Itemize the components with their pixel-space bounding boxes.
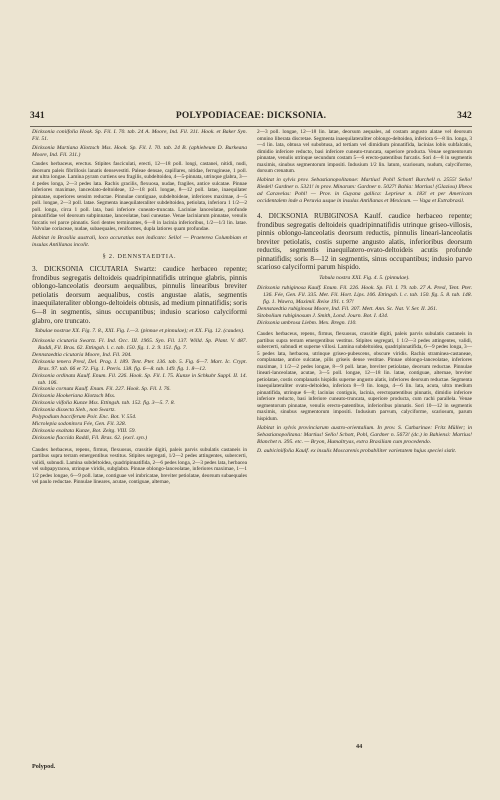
synonym-entry: Dicksonia viifolia Kunze Mss. Ettingsh. tab. 152. fig. 3—5. 7. 8. bbox=[32, 400, 175, 407]
habitat-paragraph: Habitat in Brasilia australi, loco accuratius non indicato: Sello! — Praeterea Columbiam et insulas Antillanas incolit. bbox=[32, 235, 247, 249]
synonym-entry: Dicksonia dissecta Sieb., non Swartz. bbox=[32, 407, 116, 414]
section-heading: § 2. DENNSTAEDTIA. bbox=[102, 253, 177, 261]
synonym-entry: Dicksonia Hookeriana Klotzsch Mss. bbox=[32, 393, 116, 400]
description-paragraph: Caudex herbaceus, erectus. Stipites fasciculati, erecti, 12—18 poll. longi, castanei, nitidi, nudi, deorsum paleis fibrillosis lanatis densevestiti. Paleae densae, capillares, nitidae, ferrugineae, 1 poll. aut ultra longae. Lamina pyram curtiens seu fragilis, subdeltoidea, 4—5-pinnata, utrinque glabra, 3—4 pedes longa, 2—3 pedes lata. Rachis gracilis, flexuosa, nudae, fragiles, antice sulcatae. Pinnae inferiores maximae, lanceolato-deltoideae, 12—18 poll. longae, 8—12 poll. latae, inaequilater pinnatae, superiores sensim reductae. Pinnulae contiguae, subdeltoideae, inferiores maximae, 4—5 poll. longae, 2—3 poll. latae. Segmenta inaequilateraliter subdeltoidea, petiolata, inferiora 1 1/2—2 poll. longa, circa 1 poll. lata, basi inferiore cuneato-truncata. Laciniae lanceolatae, profunde pinnatifidae vel deorsum subpinnatae, lanceolatae, basi cuneatae. Venae laciniarum pinnatae, venulis furcatis vel parce pinnatis. Sori dentes terminantes, 6—8 in lacinia inferioribus, 1/2—1/3 lin. latae. Valvulae coriaceae, nudae, subaequales, reniformes, dupla latiores quam profundae. bbox=[32, 161, 247, 233]
running-title: POLYPODIACEAE: DICKSONIA. bbox=[175, 111, 327, 121]
description-paragraph: Caudex herbaceus, repens, firmus, flexuosus, crassitie digiti, paleis parvis subulatis castaneis in partibus supra terram emergentibus vestitus. Stipites segregati, 1/2—2 pedes attingentes, subercerti, validi, subnudi. Lamina subdeltoidea, quadripinnatifida, 2—6 pedes longa, 2—3 pedes lata, herbacea vel subpapyracea, utrinque viridis, subglabra. Pinnae oblongo-lanceolatae, inferiores maximae, 1—1 1/2 pedes longae, 6—9 poll. latae, contiguae vel imbricatae, breviter petiolatae, deorsum subaequales vel paulo reductae. Pinnulae lineares, acutae, contiguae, alternae, bbox=[32, 446, 247, 486]
synonym-entry: Dicksonia cicutaria Swartz. Fl. Ind. Occ. III. 1965. Syn. Fil. 137. Willd. Sp. Plant. V. 487. Raddi, Fil. Bras. 62. Ettingsh. l. c. tab. 150. fig. 1. 2. 9. 151. fig. 7. bbox=[32, 338, 247, 351]
synonym-coniifolia: Dicksonia coniifolia Hook. Sp. Fil. I. 70. tab. 24 A. Moore, Ind. Fil. 311. Hook. et Baker Syn. Fil. 51. bbox=[32, 129, 247, 142]
plate-reference: Tabulae nostrae XX. Fig. 7. 8., XXI. Fig. I.—3. (pinnae et pinnulae); et XX. Fig. 12. (caudex). bbox=[34, 328, 245, 335]
note-paragraph: D. aubiciniifolia Kaulf. ex insulis Moscarenis probabiliter varietatem hujus speciei sistit. bbox=[257, 447, 457, 454]
species-heading-cicutaria: 3. DICKSONIA CICUTARIA Swartz: caudice herbaceo repente; frondibus segregatis deltoideis quadripinnatifidis utrinque glabris, pinnis oblongo-lanceolatis deorsum aequalibus, pinnulis linearibus breviter petiolatis deorsum aequalibus, costis angustae alatis, segmentis inaequilateraliter oblongo-deltoideis obtusis, ad medium pinnatifidis; soris 6—8 in segmentis, sinus occupantibus; indusio scarioso calyciformi glabro, ore truncato. bbox=[32, 265, 247, 325]
synonym-entry: Dicksonia exaltata Kunze, Bot. Zeitg. VIII. 59. bbox=[32, 427, 136, 434]
species-heading-rubiginosa: 4. DICKSONIA RUBIGINOSA Kaulf. caudice herbaceo repente; frondibus segregatis deltoideis quadripinnatifidis utrinque griseo-villosis, pinnis oblongo-lanceolatis deorsum reductis, pinnulis lineari-lanceolatis breviter petiolatis, costis superne angusto alatis, inferioribus deorsum reductis, segmentis inaequilatero-ovato-deltoideis acutis profunde pinnatifidis; soris 8—12 in segmentis, sinus occupantibus; indusio parvo scarioso calyciformi parum hispido. bbox=[257, 211, 472, 272]
synonym-entry: Polypodium bacciferum Poir. Enc. Bot. V. 554. bbox=[32, 414, 137, 421]
synonym-entry: Dennstaedtia rubiginosa Moore, Ind. Fil. 307. Mett. Ann. Sc. Nat. V. Ser. II. 261. bbox=[257, 305, 438, 312]
right-column bbox=[257, 129, 472, 457]
synonym-entry: Dennstaedtia cicutaria Moore, Ind. Fil. 304. bbox=[32, 351, 132, 358]
plate-reference: Tabula nostra XXI. Fig. 4. 5. (pinnulae). bbox=[319, 275, 410, 282]
signature-number: 44 bbox=[356, 743, 363, 750]
header-rule bbox=[30, 126, 472, 127]
signature-mark: Polypod. bbox=[32, 763, 56, 770]
description-paragraph: Caudex herbaceus, repens, firmus, flexuosus, crassitie digiti, paleis parvis subulatis castaneis in partibus supra terram emergentibus vestitus. Stipites segregati, 1 1/2—3 pedes attingentes, validi, subercerti, subnudi et superne villosi. Lamina subdeltoidea, quadripinnatifida, 6—9 pedes longa, 3—5 pedes lata, herbacea, utrinque griseo-pubescens, obscure viridis. Rachis straminea-castaneae, complanatae, antice sulcatae, pilis griseis dense vestitae. Pinnae oblongo-lanceolatae, inferiores maximae, 1 1/2—2 pedes longae, 8—9 poll. latae, breviter petiolatae, deorsum reductae. Pinnulae lineari-lanceolatae, acutae, 3—5 poll. longae, 12—18 lin. latae, contiguae, alternae, breviter petiolatae, costis complanatis hispidis superne angusto alatis, inferiores deorsum reductae. Segmenta inaequilateraliter ovato-deltoidea, inferiora 8—9 lin. longa, 4—6 lin. lata, acuta, ultra medium pinnatifida, utrinque 6—8; lacinias contiguis, lacinia, erectopatentibus pinnatis, dimidio inferiore inferiore reducto, basi inferiore cuneato-truncata, superiore producta, cum rachi parallela. Venae segmentorum pinnatae, venulis erecto-patentibus, inferioribus pinnatis. Sori 10—12 in segmentis maximis, sinubus segmentorum impositi. Indusium parvum, calyciforme, scariosum, parum hispidum. bbox=[257, 331, 472, 422]
synonym-entry: Dicksonia flaccida Raddi, Fil. Bras. 62. (excl. syn.) bbox=[32, 434, 148, 441]
synonym-entry: Dicksonia cornuta Kaulf. Enum. Fil. 227. Hook. Sp. Fil. I. 76. bbox=[32, 386, 171, 393]
synonym-list bbox=[257, 285, 472, 326]
synonym-entry: Dicksonia umbrosa Liebm. Mex. Bregn. 110. bbox=[257, 319, 357, 326]
running-header bbox=[30, 111, 472, 125]
synonym-entry: Sitobolium rubiginosum J. Smith, Lond. Journ. Bot. I. 434. bbox=[257, 312, 389, 319]
synonym-entry: Dicksonia rubiginosa Kaulf. Enum. Fil. 226. Hook. Sp. Fil. I. 79. tab. 27 A. Presl, Tent. Pter. 136. Fée, Gen. Fil. 335. Met. Fil. Hort. Lips. 106. Ettingsh. l. c. tab. 150. fig. 5. 8. tab. 148. fig. 1. Wawra, Maximil. Reise 191. t. 97! bbox=[257, 284, 472, 305]
page-number-right: 342 bbox=[457, 111, 472, 121]
description-continuation: 2—3 poll. longae, 12—18 lin. latae, deorsum aequales, ad costam angusto alatae vel deorsum omnino liberata discretae. Segmenta inaequilateraliter oblongo-deltoidea, inferiora 6—8 lin. longa, 3—4 lin. lata, obtusa vel subobtusa, ad tertiam vel dimidium pinnatifida, lacinias lobis subfalcatis, dimidio inferiore reducto, basi inferiore cuneato-truncata, superiore producta. Venae segmentorum pinnatae, venulis utrinque secundum costam 5—6 erecto-patentibus furcatis. Sori 4—8 in segmentis maximis, sinubus segmentorum impositi. Indusium 1/2 lin. latum, scariosum, nudum, calyciforme, dorsum crenatum. bbox=[257, 129, 472, 174]
synonym-martiana: Dicksonia Martiana Klotzsch Mss. Hook. Sp. Fil. I. 70. tab. 24 B. (aphiebeum D. Burkeana Moore, Ind. Fil. 311.) bbox=[32, 145, 247, 159]
page-number-left: 341 bbox=[30, 111, 45, 121]
left-column bbox=[32, 129, 247, 488]
synonym-entry: Dicksonia ordinata Kaulf. Enum. Fil. 226. Hook. Sp. Fil. I. 75. Kunze in Schkuhr Suppl. II. 14. tab. 106. bbox=[32, 372, 247, 386]
synonym-list bbox=[32, 338, 247, 442]
habitat-paragraph: Habitat in sylvis prov. Sebastianopolitanae: Martius! Pohl! Schott! Burchell n. 2555! Sello! Riedel! Gardner n. 5321! in prov. Minarum: Gardner n. 5027! Bahia: Martius! (Glaziou) Ilheos ad Caravelas: Pohl! — Prov. in Guyana gallica: Leprieur n. 183! et per Americam occidentalem inde a Peruvia usque in insulas Antillanas et Mexicum. — Vaga et Extrabrasil. bbox=[257, 176, 472, 204]
synonym-entry: Dicksonia tenera Presl, Del. Prag. I. 189. Tent. Pter. 136. tab. 5. Fig. 6—7. Mart. Ic. Crypt. Bras. 97. tab. 66 et 72. Fig. 1. Pteris. 138. fig. 6—8. tab. 149. fig. 1. 8—12. bbox=[32, 358, 247, 372]
habitat-paragraph: Habitat in sylvis provinciarum austro-orientalium. In prov. S. Catharinae: Fritz Müller; in Sebastianopolitana: Martius! Sello! Schott, Pohl, Gardner n. 5673! (dc.) in Bahiensi: Martius! Blanchet n. 395. etc. — Bryon, Humaltryas, extra Brasiliam cum procedendo. bbox=[257, 424, 472, 445]
synonym-entry: Microlepia sodonitora Fée, Gen. Fil. 328. bbox=[32, 420, 127, 427]
